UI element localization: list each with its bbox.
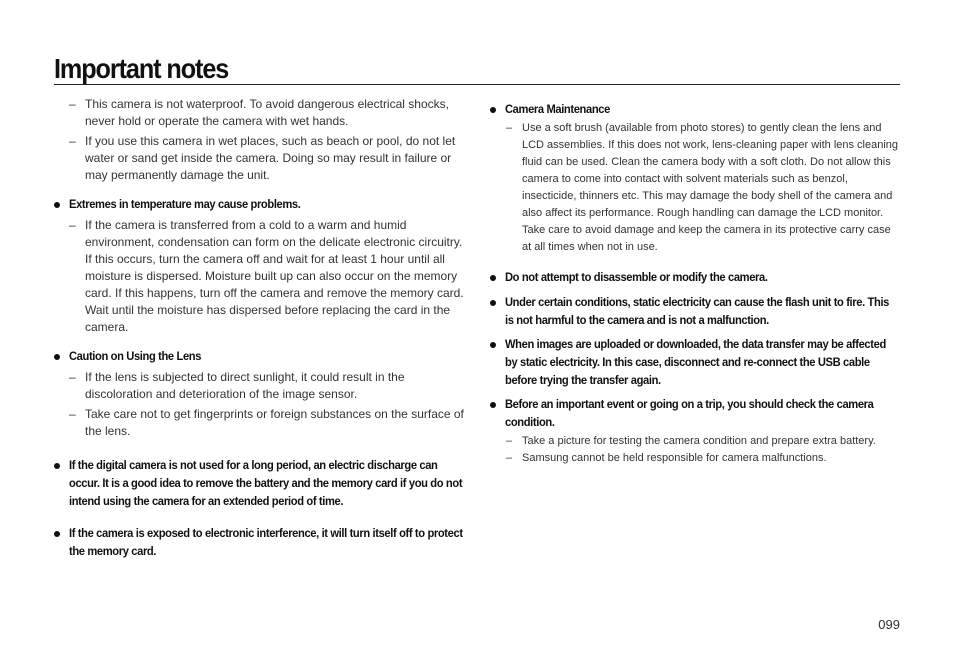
bullet-icon (54, 531, 60, 537)
bullet-icon (54, 202, 60, 208)
page-number: 099 (878, 617, 900, 632)
bullet-icon (490, 275, 496, 281)
list-item (490, 120, 902, 256)
list-item (54, 406, 466, 440)
list-item (54, 96, 466, 130)
bullet-icon (490, 342, 496, 348)
list-item (54, 133, 466, 184)
note-text: If you use this camera in wet places, such as beach or pool, do not let water or sand get inside the camera. Doing so may result in failure or may permanently damage the unit. (85, 134, 456, 182)
title-divider (54, 84, 900, 85)
bullet-icon (490, 107, 496, 113)
note-text: If the camera is transferred from a cold to a warm and humid environment, condensation can form on the delicate electronic circuitry. If this occurs, turn the camera off and wait for at least 1 hour until all moisture is dispersed. Moisture built up can also occur on the memory card. If this happens, turn off the camera and remove the memory card. Wait until the moisture has dispersed before replacing the card in the camera. (85, 218, 464, 334)
section-heading-lens: Caution on Using the Lens (54, 347, 466, 365)
list-item (490, 450, 902, 467)
note-text: Take care not to get fingerprints or foreign substances on the surface of the lens. (85, 407, 464, 438)
note-static-flash: Under certain conditions, static electricity can cause the flash unit to fire. This is not harmful to the camera and is not a malfunction. (490, 293, 902, 329)
note-interference: If the camera is exposed to electronic interference, it will turn itself off to protect the memory card. (54, 524, 466, 560)
note-upload: When images are uploaded or downloaded, the data transfer may be affected by static electricity. In this case, disconnect and re-connect the USB cable before trying the transfer again. (490, 335, 902, 389)
note-text: Take a picture for testing the camera condition and prepare extra battery. (522, 435, 876, 447)
section-heading-event: Before an important event or going on a trip, you should check the camera condition. (490, 395, 902, 431)
dash-marker: – (506, 435, 513, 447)
bullet-icon (490, 402, 496, 408)
note-disassemble: Do not attempt to disassemble or modify the camera. (490, 268, 902, 286)
dash-marker: – (69, 97, 76, 111)
section-heading-temperature: Extremes in temperature may cause problems. (54, 195, 466, 213)
note-text: This camera is not waterproof. To avoid dangerous electrical shocks, never hold or operate the camera with wet hands. (85, 97, 449, 128)
bullet-icon (490, 300, 496, 306)
bullet-icon (54, 354, 60, 360)
note-text: Samsung cannot be held responsible for camera malfunctions. (522, 452, 827, 464)
dash-marker: – (69, 134, 76, 148)
dash-marker: – (69, 370, 76, 384)
dash-marker: – (69, 218, 76, 232)
note-long-period: If the digital camera is not used for a long period, an electric discharge can occur. It is a good idea to remove the battery and the memory card if you do not intend using the camera for an extended period of time. (54, 456, 466, 510)
list-item (490, 433, 902, 450)
dash-marker: – (506, 452, 513, 464)
page-title: Important notes (54, 53, 229, 84)
right-column (490, 100, 902, 467)
dash-marker: – (69, 407, 76, 421)
section-heading-maintenance: Camera Maintenance (490, 100, 902, 118)
note-text: If the lens is subjected to direct sunlight, it could result in the discoloration and deterioration of the image sensor. (85, 370, 405, 401)
list-item (54, 369, 466, 403)
list-item (54, 217, 466, 336)
bullet-icon (54, 463, 60, 469)
dash-marker: – (506, 122, 513, 134)
note-text: Use a soft brush (available from photo stores) to gently clean the lens and LCD assemblies. If this does not work, lens-cleaning paper with lens cleaning fluid can be used. Clean the camera body with a soft cloth. Do not allow this camera to come into contact with solvent materials such as benzol, insecticide, thinners etc. This may damage the body shell of the camera and also affect its performance. Rough handling can damage the LCD monitor. Take care to avoid damage and keep the camera in its protective carry case at all times when not in use. (522, 122, 899, 253)
left-column (54, 96, 466, 560)
